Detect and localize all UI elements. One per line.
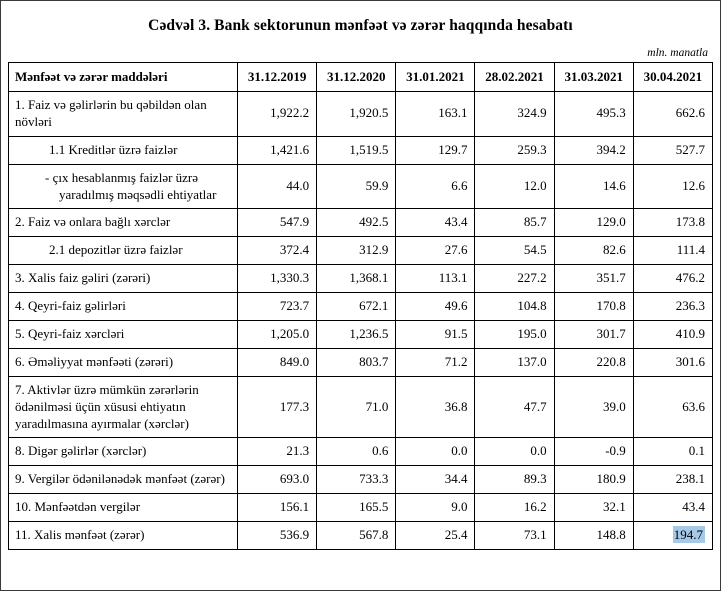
cell-value: 156.1	[238, 494, 317, 522]
table-row	[9, 438, 713, 466]
cell-value: 73.1	[475, 522, 554, 550]
cell-value: 1,368.1	[317, 265, 396, 293]
row-label: 10. Mənfəətdən vergilər	[9, 494, 238, 522]
header-row	[9, 63, 713, 92]
row-label: 6. Əməliyyat mənfəəti (zərəri)	[9, 348, 238, 376]
cell-value: 0.1	[633, 438, 712, 466]
profit-loss-table	[8, 62, 713, 550]
cell-value: 36.8	[396, 376, 475, 438]
cell-value: 547.9	[238, 209, 317, 237]
cell-value: 82.6	[554, 237, 633, 265]
cell-value: 27.6	[396, 237, 475, 265]
table-row	[9, 376, 713, 438]
cell-value: 1,519.5	[317, 136, 396, 164]
row-label: 1. Faiz və gəlirlərin bu qəbildən olan növləri	[9, 92, 238, 137]
cell-value: 372.4	[238, 237, 317, 265]
column-header-date: 28.02.2021	[475, 63, 554, 92]
table-row	[9, 136, 713, 164]
cell-value: 180.9	[554, 466, 633, 494]
cell-value: 165.5	[317, 494, 396, 522]
row-label: 2.1 depozitlər üzrə faizlər	[9, 237, 238, 265]
cell-value: 59.9	[317, 164, 396, 209]
cell-value: 113.1	[396, 265, 475, 293]
cell-value: 662.6	[633, 92, 712, 137]
table-title: Cədvəl 3. Bank sektorunun mənfəət və zərər haqqında hesabatı	[148, 17, 573, 34]
cell-value: 567.8	[317, 522, 396, 550]
row-label: 9. Vergilər ödənilənədək mənfəət (zərər)	[9, 466, 238, 494]
cell-value	[633, 522, 712, 550]
cell-value: 227.2	[475, 265, 554, 293]
cell-value: -0.9	[554, 438, 633, 466]
cell-value: 89.3	[475, 466, 554, 494]
cell-value: 71.2	[396, 348, 475, 376]
cell-value: 1,205.0	[238, 321, 317, 349]
column-header-date: 31.12.2020	[317, 63, 396, 92]
column-header-date: 31.01.2021	[396, 63, 475, 92]
cell-value: 63.6	[633, 376, 712, 438]
cell-value: 85.7	[475, 209, 554, 237]
cell-value: 54.5	[475, 237, 554, 265]
row-label: 5. Qeyri-faiz xərcləri	[9, 321, 238, 349]
table-row	[9, 293, 713, 321]
cell-value: 43.4	[633, 494, 712, 522]
cell-value: 91.5	[396, 321, 475, 349]
cell-value: 177.3	[238, 376, 317, 438]
cell-value: 170.8	[554, 293, 633, 321]
table-body	[9, 92, 713, 550]
cell-value: 47.7	[475, 376, 554, 438]
cell-value: 536.9	[238, 522, 317, 550]
cell-value: 495.3	[554, 92, 633, 137]
cell-value: 220.8	[554, 348, 633, 376]
row-label: 7. Aktivlər üzrə mümkün zərərlərin ödənilməsi üçün xüsusi ehtiyatın yaradılmasına ayırmalar (xərclər)	[9, 376, 238, 438]
cell-value: 672.1	[317, 293, 396, 321]
table-row	[9, 164, 713, 209]
cell-value: 12.6	[633, 164, 712, 209]
cell-value: 527.7	[633, 136, 712, 164]
cell-value: 324.9	[475, 92, 554, 137]
row-label: 4. Qeyri-faiz gəlirləri	[9, 293, 238, 321]
cell-value: 129.7	[396, 136, 475, 164]
row-label: 1.1 Kreditlər üzrə faizlər	[9, 136, 238, 164]
cell-value: 14.6	[554, 164, 633, 209]
cell-value: 43.4	[396, 209, 475, 237]
cell-value: 16.2	[475, 494, 554, 522]
column-header-date: 31.12.2019	[238, 63, 317, 92]
cell-value: 312.9	[317, 237, 396, 265]
column-header-date: 30.04.2021	[633, 63, 712, 92]
cell-value: 39.0	[554, 376, 633, 438]
cell-value: 410.9	[633, 321, 712, 349]
cell-value: 394.2	[554, 136, 633, 164]
row-label: - çıx hesablanmış faizlər üzrə yaradılmış məqsədli ehtiyatlar	[9, 164, 238, 209]
table-row	[9, 466, 713, 494]
cell-value: 137.0	[475, 348, 554, 376]
cell-value: 351.7	[554, 265, 633, 293]
cell-value: 12.0	[475, 164, 554, 209]
cell-value: 49.6	[396, 293, 475, 321]
cell-value: 723.7	[238, 293, 317, 321]
table-row	[9, 237, 713, 265]
cell-value: 1,330.3	[238, 265, 317, 293]
cell-value: 238.1	[633, 466, 712, 494]
cell-value: 492.5	[317, 209, 396, 237]
cell-value: 0.6	[317, 438, 396, 466]
cell-value: 259.3	[475, 136, 554, 164]
table-row	[9, 92, 713, 137]
cell-value: 32.1	[554, 494, 633, 522]
cell-value: 148.8	[554, 522, 633, 550]
cell-value: 195.0	[475, 321, 554, 349]
cell-value: 1,922.2	[238, 92, 317, 137]
selected-cell-value: 194.7	[673, 527, 703, 543]
cell-value: 9.0	[396, 494, 475, 522]
cell-value: 104.8	[475, 293, 554, 321]
cell-value: 129.0	[554, 209, 633, 237]
row-label: 3. Xalis faiz gəliri (zərəri)	[9, 265, 238, 293]
cell-value: 173.8	[633, 209, 712, 237]
cell-value: 1,421.6	[238, 136, 317, 164]
cell-value: 163.1	[396, 92, 475, 137]
cell-value: 693.0	[238, 466, 317, 494]
table-row	[9, 494, 713, 522]
cell-value: 25.4	[396, 522, 475, 550]
table-row	[9, 209, 713, 237]
cell-value: 1,920.5	[317, 92, 396, 137]
row-label: 11. Xalis mənfəət (zərər)	[9, 522, 238, 550]
table-row	[9, 348, 713, 376]
cell-value: 301.7	[554, 321, 633, 349]
cell-value: 0.0	[396, 438, 475, 466]
cell-value: 236.3	[633, 293, 712, 321]
table-row	[9, 522, 713, 550]
cell-value: 849.0	[238, 348, 317, 376]
cell-value: 733.3	[317, 466, 396, 494]
cell-value: 34.4	[396, 466, 475, 494]
column-header-items: Mənfəət və zərər maddələri	[9, 63, 238, 92]
unit-note: mln. manatla	[647, 47, 708, 59]
column-header-date: 31.03.2021	[554, 63, 633, 92]
cell-value: 6.6	[396, 164, 475, 209]
table-row	[9, 321, 713, 349]
cell-value: 803.7	[317, 348, 396, 376]
cell-value: 476.2	[633, 265, 712, 293]
row-label: 8. Digər gəlirlər (xərclər)	[9, 438, 238, 466]
cell-value: 0.0	[475, 438, 554, 466]
cell-value: 1,236.5	[317, 321, 396, 349]
cell-value: 71.0	[317, 376, 396, 438]
row-label: 2. Faiz və onlara bağlı xərclər	[9, 209, 238, 237]
table-header	[9, 63, 713, 92]
cell-value: 44.0	[238, 164, 317, 209]
cell-value: 301.6	[633, 348, 712, 376]
cell-value: 111.4	[633, 237, 712, 265]
cell-value: 21.3	[238, 438, 317, 466]
table-row	[9, 265, 713, 293]
